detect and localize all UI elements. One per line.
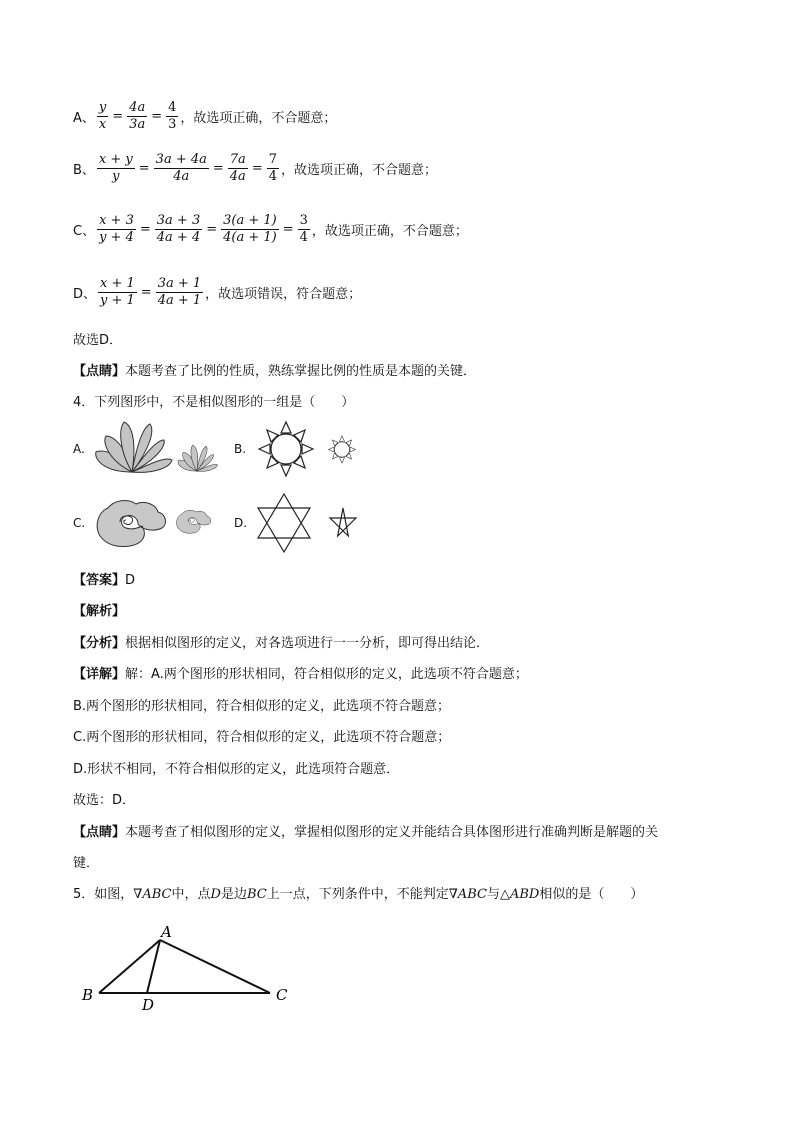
- solution-c-text: ，故选项正确，不合题意；: [311, 224, 468, 239]
- triangle-figure: [74, 916, 304, 1016]
- fraction: $\frac{x + 1}{y + 1}$: [100, 276, 135, 308]
- vertex-b-label: B: [82, 986, 94, 1004]
- line-b: B.两个图形的形状相同，符合相似形的定义，此选项不符合题意；: [73, 699, 451, 714]
- point-3: [73, 362, 476, 382]
- answer-tag: 【答案】: [73, 573, 126, 588]
- vertex-c-label: C: [276, 986, 288, 1004]
- fenxi-text: 根据相似图形的定义，对各选项进行一一分析，即可得出结论．: [125, 636, 490, 651]
- solution-a: A、 $\frac{y}{x}$ = $\frac{4a}{3a}$ = $\frac{4}{3}$ ，故选项正确，不合题意；: [73, 100, 337, 132]
- solution-b-label: B、: [73, 163, 95, 178]
- option-d-label: D.: [234, 516, 248, 530]
- solution-b: B、 $\frac{x + y}{y}$ = $\frac{3a + 4a}{4a}$ = $\frac{7a}{4a}$ = $\frac{7}{4}$ ，故选项正确，不合题意；: [73, 152, 438, 184]
- question-4-stem: 4．下列图形中，不是相似图形的一组是（ ）: [73, 395, 355, 410]
- solution-b-text: ，故选项正确，不合题意；: [281, 163, 438, 178]
- fraction: $\frac{4}{3}$: [168, 100, 177, 132]
- option-c-label: C.: [73, 516, 86, 530]
- option-b-label: B.: [234, 442, 247, 456]
- line-c: C.两个图形的形状相同，符合相似形的定义，此选项不符合题意；: [73, 730, 451, 745]
- point-tag: 【点睛】: [73, 825, 126, 840]
- shell-figure-large: [92, 416, 222, 478]
- solution-c-label: C、: [73, 224, 96, 239]
- vertex-d-label: D: [142, 996, 155, 1014]
- solution-a-text: ，故选项正确，不合题意；: [180, 111, 337, 126]
- fraction: $\frac{y}{x}$: [98, 100, 107, 132]
- fraction: $\frac{3a + 1}{4a + 1}$: [157, 276, 202, 308]
- point-text: 本题考查了比例的性质，熟练掌握比例的性质是本题的关键．: [125, 364, 477, 379]
- solution-c: C、 $\frac{x + 3}{y + 4}$ = $\frac{3a + 3}{4a + 4}$ = $\frac{3(a + 1)}{4(a + 1)}$ = $\frac{3}{4}$ ，故选项正确，不合题意；: [73, 213, 468, 245]
- fraction: $\frac{x + 3}{y + 4}$: [99, 213, 134, 245]
- xiangjie: [73, 665, 528, 685]
- xiangjie-text: 解：A.两个图形的形状相同，符合相似形的定义，此选项不符合题意；: [125, 667, 528, 682]
- point-tag: 【点睛】: [73, 364, 126, 379]
- point-text: 本题考查了相似图形的定义，掌握相似图形的定义并能结合具体图形进行准确判断是解题的关: [125, 825, 659, 840]
- answer: [73, 571, 135, 591]
- solution-d-label: D、: [73, 287, 97, 302]
- solution-d-text: ，故选项错误，符合题意；: [205, 287, 362, 302]
- answer-value: D: [125, 573, 136, 588]
- fraction: $\frac{3}{4}$: [299, 213, 308, 245]
- choose-d: 故选D．: [73, 333, 123, 348]
- fraction: $\frac{7}{4}$: [268, 152, 277, 184]
- fenxi-tag: 【分析】: [73, 636, 126, 651]
- analysis-tag: 【解析】: [73, 604, 126, 619]
- question-5-stem: 5．如图，∇ABC中，点D是边BC上一点，下列条件中，不能判定∇ABC与△ABD相似的是（ ）: [73, 887, 644, 902]
- cloud-figures: [92, 496, 222, 552]
- line-d: D.形状不相同，不符合相似形的定义，此选项符合题意．: [73, 762, 400, 777]
- fraction: $\frac{3(a + 1)}{4(a + 1)}$: [223, 213, 277, 245]
- fraction: $\frac{7a}{4a}$: [229, 152, 246, 184]
- sun-figures: [254, 418, 364, 480]
- xiangjie-tag: 【详解】: [73, 667, 126, 682]
- star-figures: [254, 490, 364, 554]
- solution-d: D、 $\frac{x + 1}{y + 1}$ = $\frac{3a + 1}{4a + 1}$ ，故选项错误，符合题意；: [73, 276, 362, 308]
- point-4-cont: 键．: [73, 856, 100, 871]
- option-a-label: A.: [73, 442, 85, 456]
- fraction: $\frac{4a}{3a}$: [129, 100, 146, 132]
- vertex-a-label: A: [161, 923, 172, 941]
- point-4: [73, 823, 658, 843]
- fraction: $\frac{3a + 3}{4a + 4}$: [156, 213, 201, 245]
- solution-a-label: A、: [73, 111, 95, 126]
- choose-d-2: 故选：D．: [73, 793, 136, 808]
- fenxi: [73, 634, 489, 654]
- fraction: $\frac{3a + 4a}{4a}$: [155, 152, 207, 184]
- fraction: $\frac{x + y}{y}$: [98, 152, 133, 184]
